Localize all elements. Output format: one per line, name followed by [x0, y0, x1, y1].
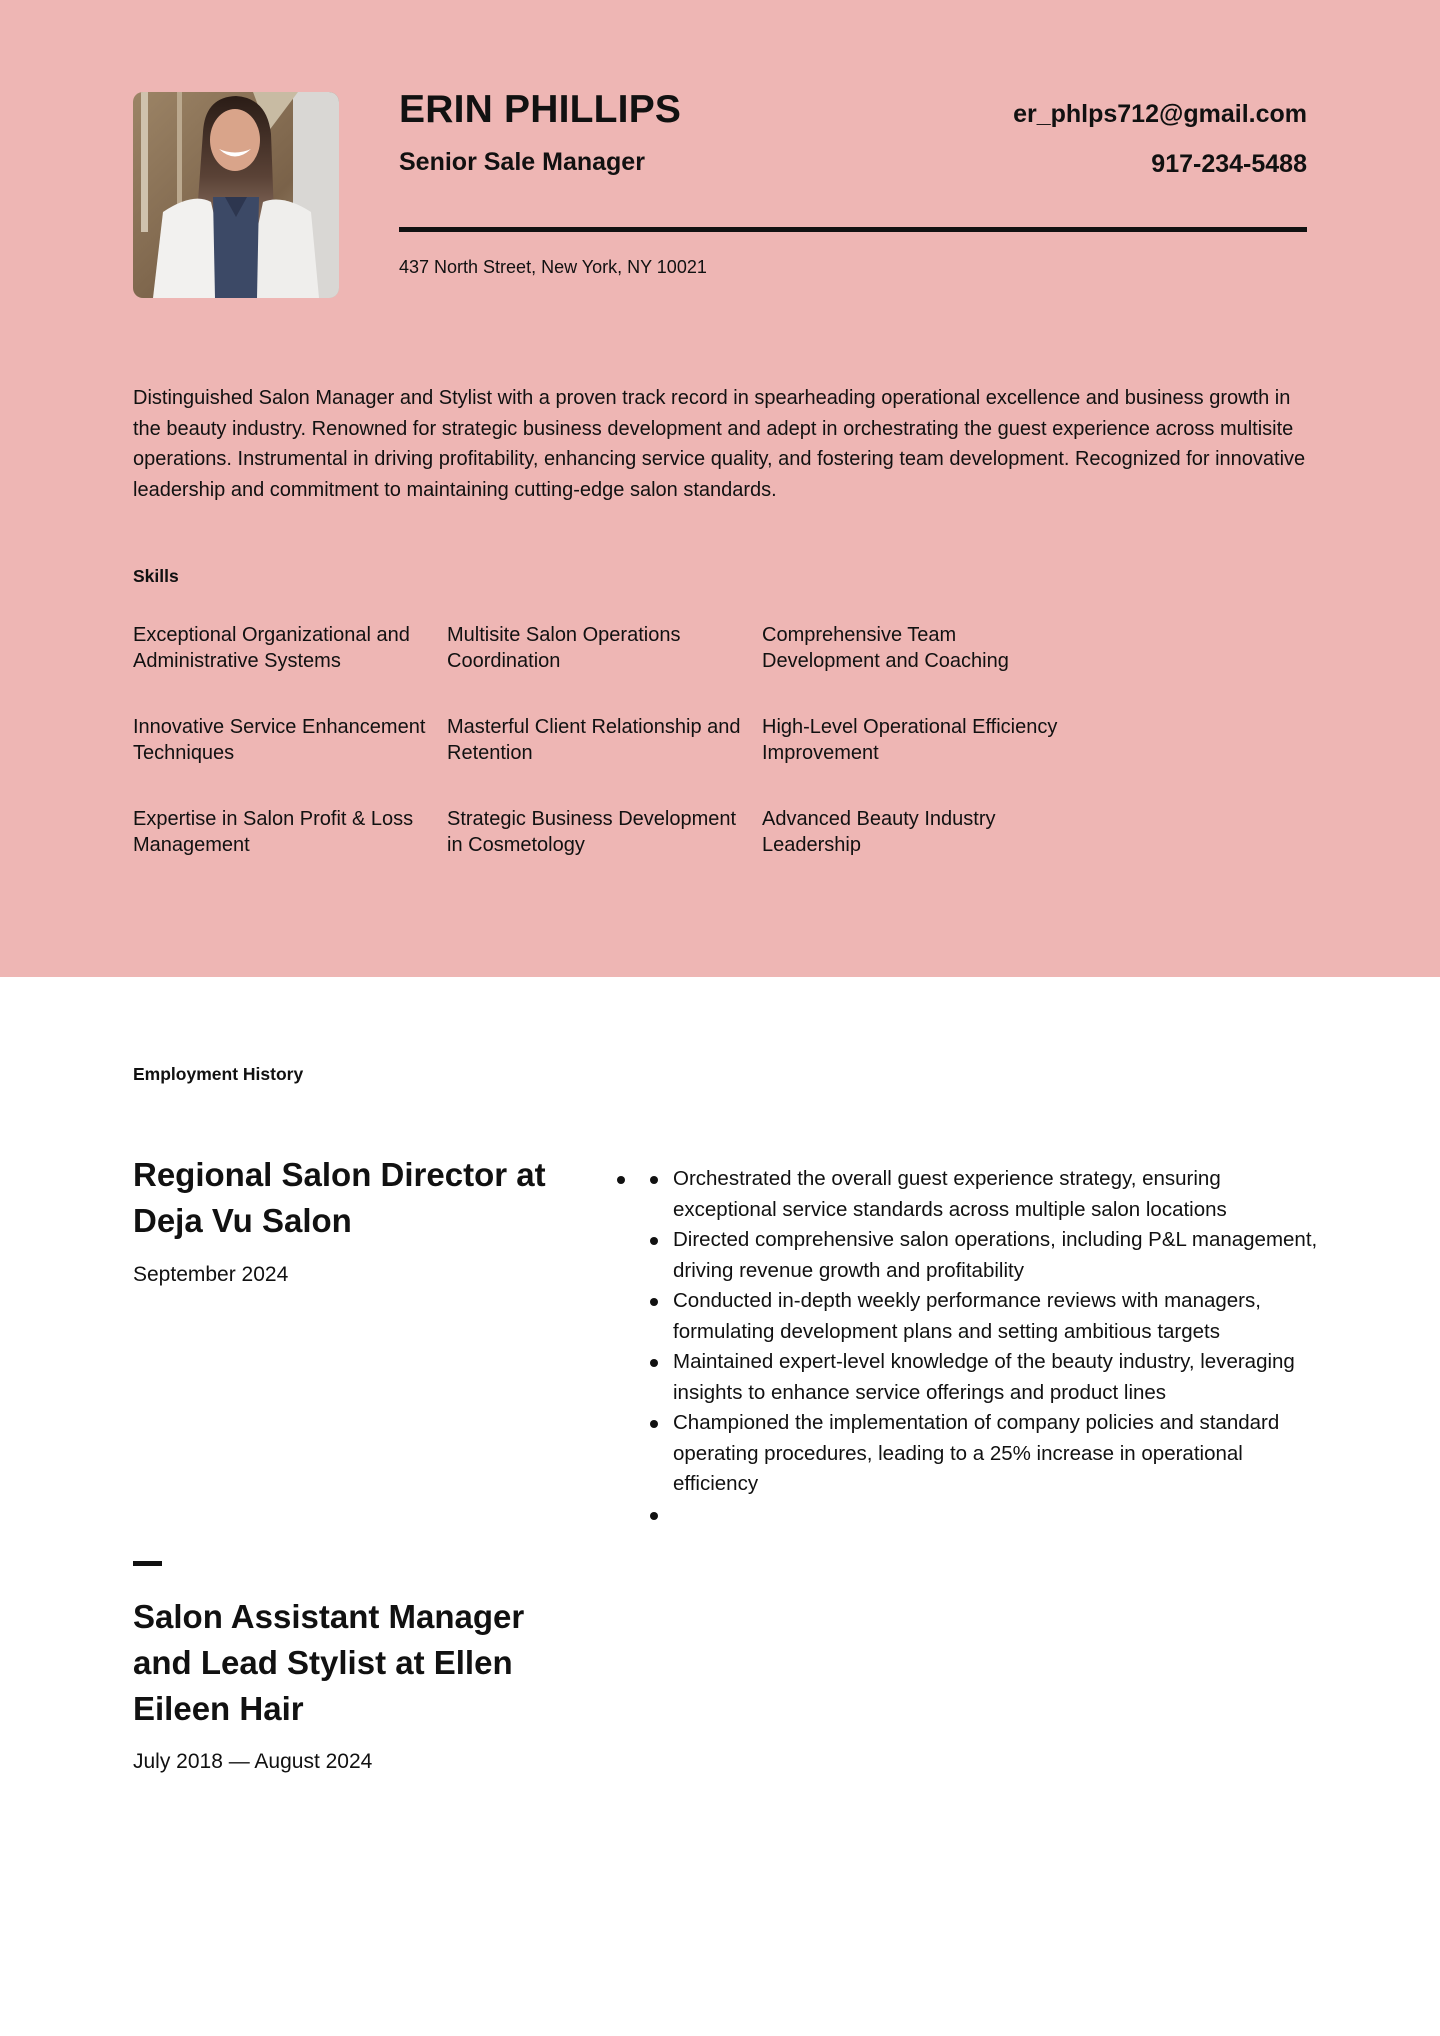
skill-item: Advanced Beauty Industry Leadership: [762, 808, 996, 856]
profile-summary: Distinguished Salon Manager and Stylist with a proven track record in spearheading operational excellence and business growth in the beauty industry. Renowned for strategic business development and adept in orchestrating the guest experience across multisite operations. Instrumental in driving profitability, enhancing service quality, and fostering team development. Recognized for innovative leadership and commitment to maintaining cutting-edge salon standards.: [133, 387, 1306, 501]
job-bullet-text: Championed the implementation of company policies and standard operating procedures, leading to a 25% increase in operational efficiency: [673, 1411, 1280, 1495]
skill-item: Masterful Client Relationship and Retention: [447, 716, 741, 764]
job-bullet: [673, 1286, 1323, 1347]
job-bullet-text: Conducted in-depth weekly performance reviews with managers, formulating development plans and setting ambitious targets: [673, 1289, 1261, 1343]
candidate-title: Senior Sale Manager: [399, 148, 645, 176]
job-date: July 2018 — August 2024: [133, 1750, 373, 1773]
phone-link[interactable]: 917-234-5488: [1151, 150, 1307, 178]
skills-heading: Skills: [133, 566, 179, 586]
bullet-icon: [650, 1359, 658, 1367]
job-title: Salon Assistant Manager and Lead Stylist at Ellen Eileen Hair: [133, 1598, 525, 1727]
skill-item: High-Level Operational Efficiency Improvement: [762, 716, 1058, 764]
job-bullet-text: Directed comprehensive salon operations, including P&L management, driving revenue growth and profitability: [673, 1228, 1318, 1282]
header-divider: [399, 227, 1307, 232]
bullet-icon: [650, 1512, 658, 1520]
skill-item: Innovative Service Enhancement Techniques: [133, 716, 426, 764]
skills-grid: [133, 622, 1077, 858]
job-divider: [133, 1561, 162, 1566]
job-date: September 2024: [133, 1263, 289, 1286]
job-bullet-text: Orchestrated the overall guest experience strategy, ensuring exceptional service standards across multiple salon locations: [673, 1167, 1227, 1221]
address: 437 North Street, New York, NY 10021: [399, 257, 707, 277]
email-link[interactable]: er_phlps712@gmail.com: [1013, 100, 1307, 128]
bullet-icon: [650, 1176, 658, 1184]
bullet-icon: [650, 1298, 658, 1306]
job-bullet-text: Maintained expert-level knowledge of the beauty industry, leveraging insights to enhance service offerings and product lines: [673, 1350, 1295, 1404]
job-title: Regional Salon Director at Deja Vu Salon: [133, 1156, 546, 1239]
profile-photo-illustration: [133, 92, 339, 298]
skill-item: Expertise in Salon Profit & Loss Management: [133, 808, 414, 856]
profile-photo: [133, 92, 339, 298]
job-bullet: [673, 1225, 1323, 1286]
bullet-icon: [650, 1420, 658, 1428]
job-bullet-empty: [673, 1500, 1323, 1531]
skill-item: Exceptional Organizational and Administrative Systems: [133, 624, 410, 672]
job-bullet-list: [673, 1164, 1323, 1530]
header-section: [0, 0, 1440, 977]
bullet-icon: [617, 1176, 625, 1184]
skill-item: Strategic Business Development in Cosmetology: [447, 808, 737, 856]
job-bullet: [673, 1408, 1323, 1500]
job-bullet: [673, 1164, 1323, 1225]
job-bullet: [673, 1347, 1323, 1408]
candidate-name: ERIN PHILLIPS: [399, 88, 682, 131]
bullet-icon: [650, 1237, 658, 1245]
employment-heading: Employment History: [133, 1064, 304, 1084]
skill-item: Comprehensive Team Development and Coaching: [762, 624, 1009, 672]
skill-item: Multisite Salon Operations Coordination: [447, 624, 681, 672]
